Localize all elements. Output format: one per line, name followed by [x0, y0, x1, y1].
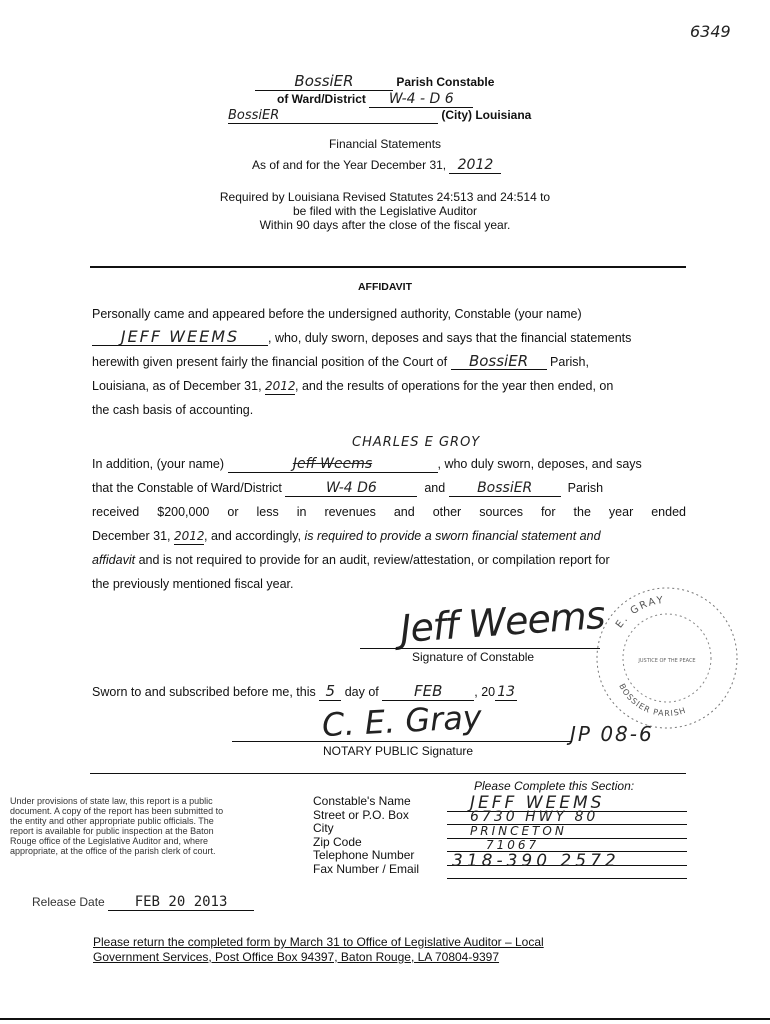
ward-label: of Ward/District — [277, 92, 366, 106]
divider-bottom — [90, 773, 686, 774]
p1-line-4 — [92, 374, 686, 398]
header-ward-line — [277, 91, 577, 108]
note-line: the entity and other appropriate public officials. The — [10, 816, 214, 826]
info-value-city: PRINCETON — [470, 824, 567, 838]
affidavit-paragraph-2 — [92, 452, 686, 596]
info-labels — [313, 795, 419, 876]
constable-signature: Jeff Weems — [398, 592, 606, 652]
p2-struck-name: Jeff Weems — [228, 456, 438, 473]
release-date-row — [32, 894, 254, 911]
p2-line-1 — [92, 452, 686, 476]
p2-ward-field: W-4 D6 — [285, 480, 417, 497]
p1-parish-field: BossiER — [451, 353, 547, 370]
p2-line-2-pre: that the Constable of Ward/District — [92, 481, 282, 495]
info-line-fax — [447, 878, 687, 879]
header-parish-line — [255, 72, 575, 91]
ward-field: W-4 - D 6 — [369, 91, 473, 108]
affidavit-paragraph-1 — [92, 302, 686, 422]
sworn-month-field: FEB — [382, 682, 474, 701]
year-field: 2012 — [449, 157, 501, 174]
info-label-name: Constable's Name — [313, 794, 411, 808]
constable-signature-label: Signature of Constable — [412, 650, 535, 664]
note-line: Rouge office of the Legislative Auditor and, where — [10, 836, 208, 846]
p2-line-2 — [92, 476, 686, 500]
p1-line-4-post: , and the results of operations for the year then ended, on — [295, 379, 614, 393]
p1-line-2 — [92, 326, 686, 350]
sworn-day-field: 5 — [319, 682, 341, 701]
p1-line-3 — [92, 350, 686, 374]
release-date-stamp: FEB 20 2013 — [108, 894, 254, 911]
p2-year-field: 2012 — [174, 529, 205, 543]
seal-text-top: E. GRAY — [614, 594, 666, 631]
info-section-title: Please Complete this Section: — [474, 779, 635, 793]
required-line-1: Required by Louisiana Revised Statutes 24:513 and 24:514 to — [219, 190, 551, 204]
p2-line-5 — [92, 548, 686, 572]
sworn-year-prefix: , 20 — [474, 685, 496, 699]
notary-extra: JP 08-6 — [570, 722, 654, 746]
p1-line-2-text: , who, duly sworn, deposes and says that the financial statements — [268, 331, 632, 345]
parish-field: BossiER — [255, 72, 393, 91]
info-value-street: 6730 HWY 80 — [470, 809, 599, 825]
return-line-1: Please return the completed form by March 31 to Office of Legislative Auditor – Local — [93, 935, 544, 949]
p1-line-4-pre: Louisiana, as of December 31, — [92, 379, 262, 393]
p1-year-field: 2012 — [265, 379, 296, 393]
required-line-3: Within 90 days after the close of the fiscal year. — [259, 218, 511, 232]
doc-title: Financial Statements — [328, 137, 442, 151]
required-text — [150, 190, 620, 232]
info-label-phone: Telephone Number — [313, 848, 415, 862]
p1-constable-name: JEFF WEEMS — [92, 329, 268, 346]
sworn-line — [92, 682, 517, 701]
city-label: (City) Louisiana — [441, 108, 532, 122]
p1-line-3-post: Parish, — [550, 355, 589, 369]
parish-label: Parish Constable — [396, 75, 495, 89]
p2-line-4 — [92, 524, 686, 548]
return-instructions — [93, 935, 653, 965]
sworn-day-label: day of — [344, 685, 379, 699]
seal-text-center: JUSTICE OF THE PEACE — [638, 658, 696, 664]
p2-parish-field: BossiER — [449, 480, 561, 497]
info-label-zip: Zip Code — [313, 834, 362, 849]
sworn-text: Sworn to and subscribed before me, this — [92, 685, 316, 699]
header-city-line — [228, 108, 558, 124]
note-line: Under provisions of state law, this report is a public — [10, 796, 213, 806]
p1-line-1: Personally came and appeared before the undersigned authority, Constable (your name) — [92, 307, 582, 321]
p2-line-3: received $200,000 or less in revenues and other sources for the year ended — [92, 505, 686, 519]
info-line-city — [447, 838, 687, 839]
year-line — [252, 157, 572, 174]
info-label-city: City — [313, 821, 334, 835]
affidavit-heading: AFFIDAVIT — [357, 281, 413, 293]
p2-line-4-mid: , and accordingly, — [204, 529, 302, 543]
seal-graphic — [592, 583, 742, 733]
note-line: document. A copy of the report has been submitted to — [10, 806, 224, 816]
page-bottom-rule — [0, 1018, 770, 1020]
required-line-2: be filed with the Legislative Auditor — [292, 204, 478, 218]
p2-and: and — [424, 481, 446, 495]
seal-text-bottom: BOSSIER PARISH — [617, 682, 688, 719]
p1-line-5: the cash basis of accounting. — [92, 403, 254, 417]
note-line: report is available for public inspection at the Baton — [10, 826, 214, 836]
p2-line-6: the previously mentioned fiscal year. — [92, 577, 294, 591]
info-label-street: Street or P.O. Box — [313, 807, 409, 822]
constable-signature-line — [360, 648, 600, 649]
info-value-phone: 318-390 2572 — [452, 851, 620, 871]
p2-line-5-rest: and is not required to provide for an audit, review/attestation, or compilation report for — [138, 553, 610, 567]
notary-label: NOTARY PUBLIC Signature — [323, 744, 474, 758]
p2-inserted-name: CHARLES E GROY — [352, 435, 481, 450]
public-document-note — [10, 796, 290, 856]
p2-line-1-post: , who duly sworn, deposes, and says — [437, 457, 642, 471]
p2-line-5-italic: affidavit — [92, 553, 136, 567]
return-line-2: Government Services, Post Office Box 94397, Baton Rouge, LA 70804-9397 — [93, 950, 500, 964]
year-label: As of and for the Year December 31, — [252, 158, 447, 172]
page-number: 6349 — [690, 22, 731, 41]
notary-signature: C. E. Gray — [321, 697, 483, 745]
divider-top — [90, 266, 686, 268]
info-value-name: JEFF WEEMS — [470, 793, 605, 813]
p2-line-4-italic: is required to provide a sworn financial statement and — [304, 529, 601, 543]
sworn-year-field: 13 — [495, 684, 517, 701]
release-date-label: Release Date — [32, 895, 105, 909]
p2-line-1-pre: In addition, (your name) — [92, 457, 225, 471]
p1-line-3-pre: herewith given present fairly the financial position of the Court of — [92, 355, 448, 369]
info-label-fax: Fax Number / Email — [313, 861, 420, 876]
notary-seal — [592, 583, 742, 733]
city-field: BossiER — [228, 108, 438, 124]
p2-parish-label: Parish — [567, 481, 604, 495]
notary-signature-line — [232, 741, 572, 742]
p2-line-4-pre: December 31, — [92, 529, 171, 543]
info-value-zip: 71067 — [486, 838, 540, 852]
note-line: appropriate, at the office of the parish clerk of court. — [10, 846, 216, 856]
